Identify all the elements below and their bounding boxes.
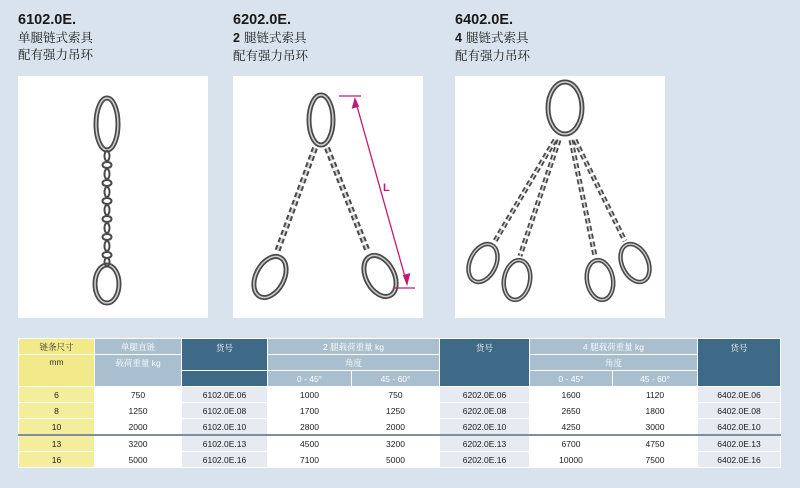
two-leg-load-0-45-cell: 1000 [268, 387, 352, 403]
angle-range-0-45: 0 - 45° [268, 371, 352, 387]
product-description-text: 腿链式索具 [243, 30, 307, 45]
single-leg-sling-drawing [18, 76, 208, 318]
four-leg-load-45-60-cell: 4750 [613, 435, 698, 452]
product-subdescription: 配有强力吊环 [18, 47, 94, 62]
article-header-single: 货号 [182, 339, 268, 371]
article-code-four-leg-cell: 6402.0E.16 [698, 452, 781, 468]
product-6402-heading [455, 12, 530, 64]
product-6202-heading [233, 12, 308, 64]
product-code: 6102.0E. [18, 12, 77, 28]
two-leg-load-0-45-cell: 4500 [268, 435, 352, 452]
chain-size-cell: 6 [19, 387, 95, 403]
load-kg-header: 载荷重量 kg [95, 355, 182, 387]
four-leg-load-45-60-cell: 1800 [613, 403, 698, 419]
two-leg-sling-drawing [233, 76, 423, 318]
two-leg-load-0-45-cell: 1700 [268, 403, 352, 419]
article-code-two-leg-cell: 6202.0E.16 [440, 452, 530, 468]
two-leg-load-45-60-cell: 1250 [352, 403, 440, 419]
two-leg-load-0-45-cell: 2800 [268, 419, 352, 436]
angle-range-45-60: 45 - 60° [613, 371, 698, 387]
four-leg-load-0-45-cell: 4250 [530, 419, 613, 436]
article-code-two-leg-cell: 6202.0E.08 [440, 403, 530, 419]
two-leg-load-45-60-cell: 3200 [352, 435, 440, 452]
chain-size-header: 链条尺寸 [19, 339, 95, 355]
product-code: 6202.0E. [233, 12, 292, 28]
four-leg-load-0-45-cell: 1600 [530, 387, 613, 403]
product-description-text: 腿链式索具 [465, 30, 529, 45]
four-leg-sling-drawing [455, 76, 665, 318]
article-code-single-cell: 6102.0E.08 [182, 403, 268, 419]
product-6102-heading [18, 12, 93, 63]
product-subdescription: 配有强力吊环 [233, 48, 309, 63]
single-leg-load-cell: 1250 [95, 403, 182, 419]
article-code-four-leg-cell: 6402.0E.13 [698, 435, 781, 452]
single-leg-load-cell: 3200 [95, 435, 182, 452]
product-code: 6402.0E. [455, 12, 514, 28]
table-row [19, 435, 781, 452]
chain-size-cell: 10 [19, 419, 95, 436]
table-row [19, 387, 781, 403]
article-code-single-cell: 6102.0E.10 [182, 419, 268, 436]
article-code-four-leg-cell: 6402.0E.06 [698, 387, 781, 403]
four-leg-load-0-45-cell: 2650 [530, 403, 613, 419]
leg-count: 4 [455, 31, 462, 45]
angle-header-four-leg: 角度 [530, 355, 698, 371]
two-leg-load-45-60-cell: 5000 [352, 452, 440, 468]
single-leg-header: 单腿直链 [95, 339, 182, 355]
article-code-single-cell: 6102.0E.06 [182, 387, 268, 403]
two-leg-sling-photo [233, 76, 423, 318]
four-leg-load-0-45-cell: 10000 [530, 452, 613, 468]
article-code-two-leg-cell: 6202.0E.06 [440, 387, 530, 403]
chain-size-cell: 16 [19, 452, 95, 468]
length-dimension-label: L [383, 182, 390, 194]
article-code-two-leg-cell: 6202.0E.10 [440, 419, 530, 436]
four-leg-load-0-45-cell: 6700 [530, 435, 613, 452]
single-leg-load-cell: 2000 [95, 419, 182, 436]
chain-size-cell: 13 [19, 435, 95, 452]
leg-count: 2 [233, 31, 240, 45]
table-row [19, 419, 781, 436]
product-subdescription: 配有强力吊环 [455, 48, 531, 63]
four-leg-load-45-60-cell: 7500 [613, 452, 698, 468]
angle-range-45-60: 45 - 60° [352, 371, 440, 387]
article-code-single-cell: 6102.0E.13 [182, 435, 268, 452]
article-header-two-leg: 货号 [440, 339, 530, 387]
angle-header-two-leg: 角度 [268, 355, 440, 371]
two-leg-load-header: 2 腿载荷重量 kg [268, 339, 440, 355]
article-code-single-cell: 6102.0E.16 [182, 452, 268, 468]
four-leg-load-45-60-cell: 1120 [613, 387, 698, 403]
unit-mm-header: mm [19, 355, 95, 387]
four-leg-load-header: 4 腿载荷重量 kg [530, 339, 698, 355]
article-header-four-leg: 货号 [698, 339, 781, 387]
product-description: 单腿链式索具 [18, 30, 94, 45]
chain-size-cell: 8 [19, 403, 95, 419]
four-leg-sling-photo [455, 76, 665, 318]
four-leg-load-45-60-cell: 3000 [613, 419, 698, 436]
load-specification-table [18, 338, 781, 468]
product-description [233, 29, 308, 47]
article-header-continuation [182, 371, 268, 387]
article-code-four-leg-cell: 6402.0E.08 [698, 403, 781, 419]
product-description [455, 29, 530, 47]
article-code-four-leg-cell: 6402.0E.10 [698, 419, 781, 436]
table-row [19, 452, 781, 468]
table-row [19, 403, 781, 419]
single-leg-load-cell: 750 [95, 387, 182, 403]
two-leg-load-0-45-cell: 7100 [268, 452, 352, 468]
single-leg-load-cell: 5000 [95, 452, 182, 468]
two-leg-load-45-60-cell: 750 [352, 387, 440, 403]
angle-range-0-45: 0 - 45° [530, 371, 613, 387]
article-code-two-leg-cell: 6202.0E.13 [440, 435, 530, 452]
single-leg-sling-photo [18, 76, 208, 318]
two-leg-load-45-60-cell: 2000 [352, 419, 440, 436]
